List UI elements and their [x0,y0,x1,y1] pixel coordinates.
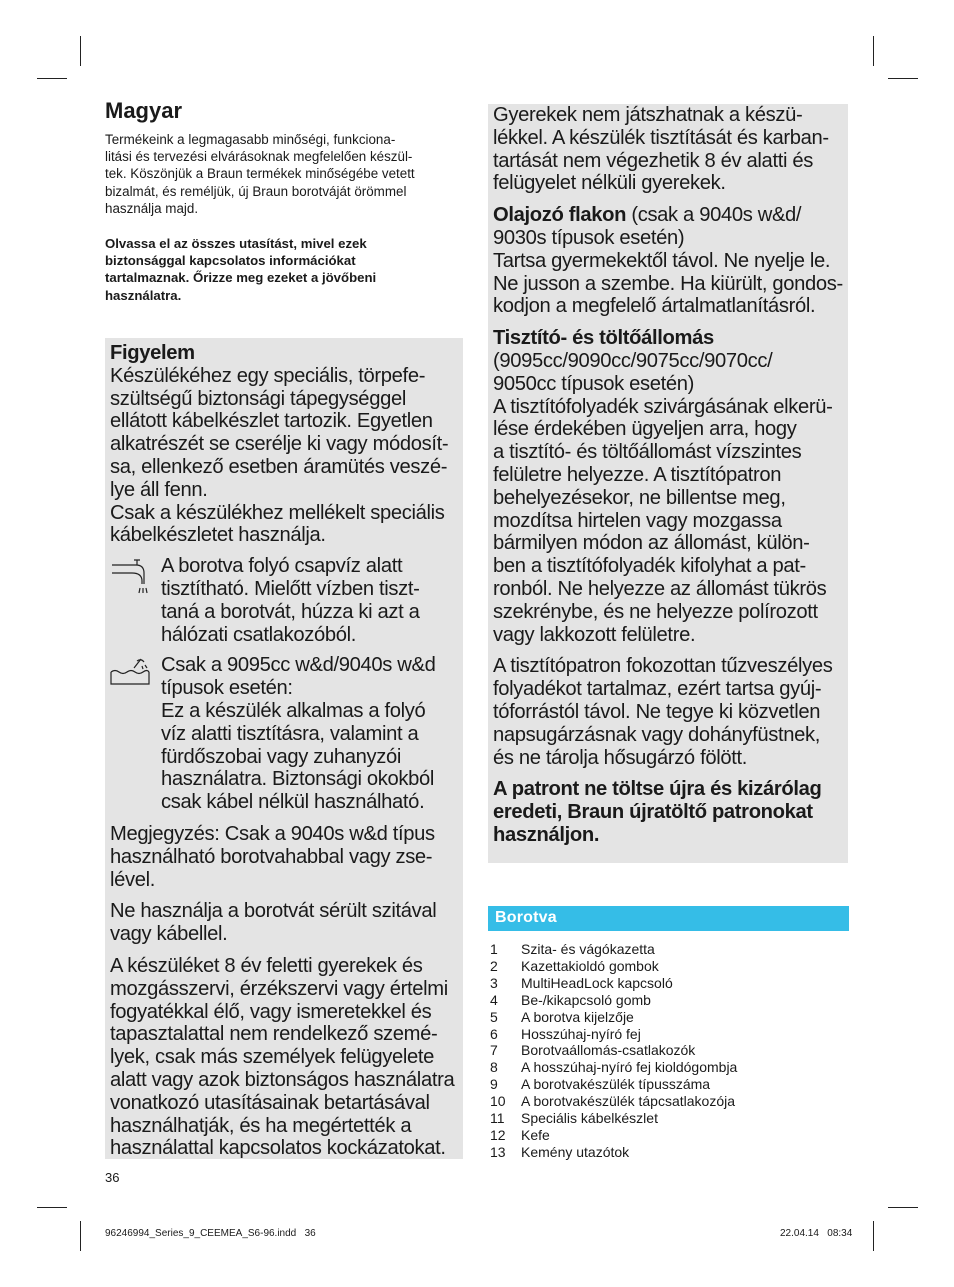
list-item [490,1009,737,1026]
part-label: Kemény utazótok [521,1143,630,1160]
warning-paragraph: Készülékéhez egy speciális, törpefe- szültségű biztonsági tápegységgel ellátott kábelkészlet tartozik. Egyetlen alkatrészét se cserélje ki vagy módosít- sa, ellenkező esetben áramütés veszé- lye áll fenn. [110,364,449,501]
list-item [490,1059,737,1076]
crop-mark [37,1207,67,1208]
bath-icon [110,656,154,696]
intro-warning: Olvassa el az összes utasítást, mivel ezek biztonsággal kapcsolatos információkat tartalmaznak. Őrizze meg ezeket a jövőbeni használatra. [105,236,377,303]
list-item [490,1093,737,1110]
crop-mark [888,78,918,79]
station-title: Tisztító- és töltőállomás [493,327,714,350]
page-title: Magyar [105,98,183,123]
part-number: 7 [490,1042,498,1059]
part-number: 10 [490,1093,506,1110]
oil-note: (csak a 9040s w&d/ 9030s típusok esetén) [493,204,802,249]
part-label: Borotvaállomás-csatlakozók [521,1042,696,1059]
list-item [490,992,737,1009]
warning-paragraph: Gyerekek nem játszhatnak a készü- lékkel. A készülék tisztítását és karban- tartását nem végezhetik 8 év alatti és felügyelet nélküli gyerekek. [493,104,829,195]
part-label: A borotva kijelzője [521,1008,634,1025]
part-number: 11 [490,1110,505,1127]
part-label: Hosszúhaj-nyíró fej [521,1025,641,1042]
parts-list [490,941,737,1161]
part-label: A borotvakészülék tápcsatlakozója [521,1093,736,1110]
list-item [490,1144,737,1161]
part-label: Kazettakioldó gombok [521,957,659,974]
list-item [490,1076,737,1093]
bath-notice [110,654,460,814]
list-item [490,941,737,958]
cartridge-warning: A tisztítópatron fokozottan tűzveszélyes folyadékot tartalmaz, ezért tartsa gyúj- tóforrástól távol. Ne tegye ki közvetlen napsugárzásnak vagy dohányfüstnek, és ne tárolja hősugárzó fölött. [493,655,833,769]
part-number: 9 [490,1076,498,1093]
warning-paragraph: Ne használja a borotvát sérült szitával vagy kábellel. [110,900,437,946]
part-number: 6 [490,1025,498,1042]
part-number: 2 [490,957,498,974]
part-label: Kefe [521,1126,550,1143]
warning-title: Figyelem [110,342,195,364]
refill-warning: A patront ne töltse újra és kizárólag eredeti, Braun újratöltő patronokat használjon. [493,778,822,846]
bath-text: Csak a 9095cc w&d/9040s w&d típusok esetén: Ez a készülék alkalmas a folyó víz alatti tisztításra, valamint a fürdőszobai vagy zuhanyzói használatra. Biztonsági okokból csak kábel nélkül használható. [161,654,436,814]
list-item [490,975,737,992]
part-number: 13 [490,1143,506,1160]
list-item [490,1042,737,1059]
station-heading [493,327,845,350]
part-number: 3 [490,974,498,991]
section-title: Borotva [495,909,557,926]
warning-panel-left [105,338,463,1159]
crop-mark [80,1221,81,1251]
faucet-notice [110,555,460,646]
oil-title: Olajozó flakon [493,204,627,227]
station-models: (9095cc/9090cc/9075cc/9070cc/ 9050cc típusok esetén) [493,349,773,395]
part-number: 4 [490,991,498,1008]
list-item [490,1127,737,1144]
station-body: A tisztítófolyadék szivárgásának elkerü- lése érdekében ügyeljen arra, hogy a tisztító- és töltőállomást vízszintes felületre helyezze. A tisztítópatron behelyezésekor, ne billentse meg, mozdítsa hirtelen vagy mozgassa bármilyen módon az állomást, külön- ben a tisztítófolyadék kifolyhat a pat- ronból. Ne helyezze az állomást tükrös szekrénybe, és ne helyezze polírozott vagy lakkozott felületre. [493,395,833,646]
part-number: 1 [490,941,498,957]
faucet-icon [110,557,154,603]
part-label: A hosszúhaj-nyíró fej kioldógombja [521,1059,738,1076]
part-label: Szita- és vágókazetta [521,941,655,957]
crop-mark [873,36,874,66]
intro-paragraph: Termékeink a legmagasabb minőségi, funkciona- litási és tervezési elvárásoknak megfelelően készül- tek. Köszönjük a Braun termékek minőségébe vetett bizalmát, és reméljük, új Braun borotváját örömmel használja majd. [105,132,415,216]
section-header-bar [488,906,849,931]
footer-timestamp: 22.04.14 08:34 [780,1228,853,1239]
warning-paragraph: A készüléket 8 év feletti gyerekek és mozgásszervi, érzékszervi vagy értelmi fogyatékkal élő, vagy ismeretekkel és tapasztalattal nem rendelkező szemé- lyek, csak más személyek felügyelete alatt vagy azok biztonságos használatra vonatkozó utasításainak betartásával használhatják, és ha megértették a használattal kapcsolatos kockázatokat. [110,954,455,1160]
part-number: 5 [490,1008,498,1025]
list-item [490,958,737,975]
warning-panel-right [488,104,848,863]
footer-filename: 96246994_Series_9_CEEMEA_S6-96.indd 36 [105,1228,316,1239]
list-item [490,1026,737,1043]
list-item [490,1110,737,1127]
page-number: 36 [105,1170,120,1185]
part-label: A borotvakészülék típusszáma [521,1076,711,1093]
part-label: Be-/kikapcsoló gomb [521,991,651,1008]
faucet-text: A borotva folyó csapvíz alatt tisztítható. Mielőtt vízben tiszt- taná a borotvát, húzza ki azt a hálózati csatlakozóból. [161,555,420,646]
part-label: Speciális kábelkészlet [521,1110,658,1127]
oil-heading [493,204,845,250]
crop-mark [873,1221,874,1251]
warning-paragraph: Megjegyzés: Csak a 9040s w&d típus használható borotvahabbal vagy zse- lével. [110,822,435,891]
part-number: 12 [490,1126,506,1143]
crop-mark [888,1207,918,1208]
crop-mark [80,36,81,66]
warning-paragraph: Csak a készülékhez mellékelt speciális kábelkészletet használja. [110,501,445,547]
part-number: 8 [490,1059,498,1076]
part-label: MultiHeadLock kapcsoló [521,974,673,991]
oil-body: Tartsa gyermekektől távol. Ne nyelje le. Ne jusson a szembe. Ha kiürült, gondos- kodjon a megfelelő ártalmatlanításról. [493,249,843,318]
crop-mark [37,78,67,79]
